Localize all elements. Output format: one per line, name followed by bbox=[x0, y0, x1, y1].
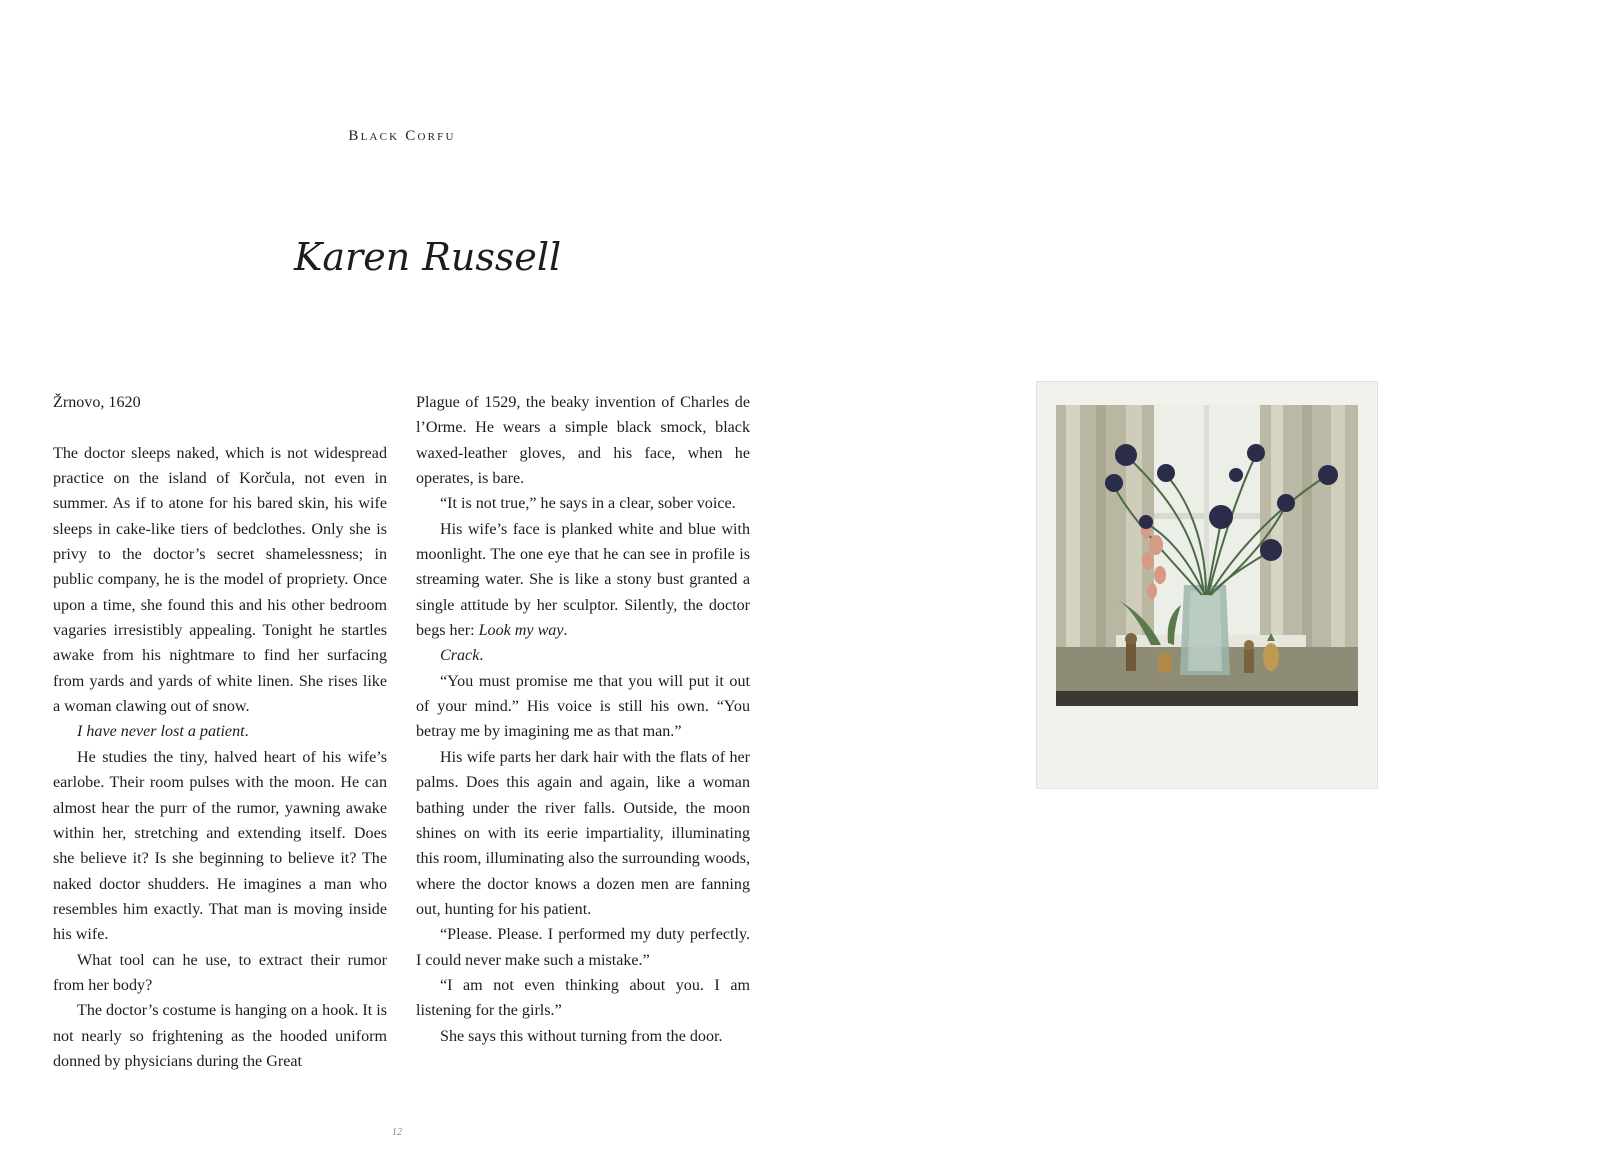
left-page bbox=[0, 0, 790, 1169]
text-column-2 bbox=[416, 390, 750, 1049]
italic-text: Look my way bbox=[478, 622, 564, 640]
paragraph: He studies the tiny, halved heart of his wife’s earlobe. Their room pulses with the moon. He can almost hear the purr of the rumor, yawning awake within her, stretching and extending itself. Does she believe it? Is she beginning to believe it? The naked doctor shudders. He imagines a man who resembles him exactly. That man is moving inside his wife. bbox=[53, 748, 387, 944]
page-number: 12 bbox=[392, 1127, 402, 1138]
paragraph: The doctor sleeps naked, which is not widespread practice on the island of Korčula, not even in summer. As if to atone for his bared skin, his wife sleeps in cake-like tiers of bedclothes. Only she is privy to the doctor’s secret shamelessness; in public company, he is the model of propriety. Once upon a time, she found this and his other bedroom vagaries irresistibly appealing. Tonight he startles awake from his nightmare to find her surfacing from yards and yards of white linen. She rises like a woman clawing out of snow. bbox=[53, 444, 387, 716]
paragraph: Crack. bbox=[440, 647, 484, 665]
paragraph: “I am not even thinking about you. I am listening for the girls.” bbox=[416, 976, 750, 1020]
polaroid-photo bbox=[1037, 382, 1377, 788]
paragraph: Plague of 1529, the beaky invention of Charles de l’Orme. He wears a simple black smock, black waxed-leather gloves, and his face, when he operates, is bare. bbox=[416, 394, 750, 488]
author-name: Karen Russell bbox=[294, 235, 562, 279]
paragraph: She says this without turning from the door. bbox=[440, 1027, 723, 1045]
paragraph: “Please. Please. I performed my duty perfectly. I could never make such a mistake.” bbox=[416, 926, 750, 969]
italic-text: I have never lost a patient bbox=[77, 723, 245, 741]
dateline: Žrnovo, 1620 bbox=[53, 394, 141, 411]
author-signature bbox=[290, 230, 562, 290]
paragraph: His wife’s face is planked white and blue with moonlight. The one eye that he can see in profile is streaming water. She is like a stony bust granted a single attitude by her sculptor. Silently, the doctor begs her: Look my way. bbox=[416, 520, 750, 640]
italic-text: Crack bbox=[440, 647, 480, 665]
photo-image bbox=[1056, 405, 1358, 706]
paragraph: “You must promise me that you will put it out of your mind.” His voice is still his own. “You betray me by imagining me as that man.” bbox=[416, 672, 750, 741]
paragraph: His wife parts her dark hair with the flats of her palms. Does this again and again, like a woman bathing under the river falls. Outside, the moon shines on with its eerie impartiality, illuminating this room, illuminating also the surrounding woods, where the doctor knows a dozen men are fanning out, hunting for his patient. bbox=[416, 748, 750, 918]
text-column-1 bbox=[53, 390, 387, 1074]
paragraph: What tool can he use, to extract their rumor from her body? bbox=[53, 951, 387, 994]
right-page bbox=[790, 0, 1600, 1169]
paragraph: I have never lost a patient. bbox=[77, 723, 249, 741]
paragraph: “It is not true,” he says in a clear, sober voice. bbox=[440, 495, 736, 513]
story-title: Black Corfu bbox=[348, 128, 456, 144]
paragraph: The doctor’s costume is hanging on a hook. It is not nearly so frightening as the hooded uniform donned by physicians during the Great bbox=[53, 1002, 387, 1070]
